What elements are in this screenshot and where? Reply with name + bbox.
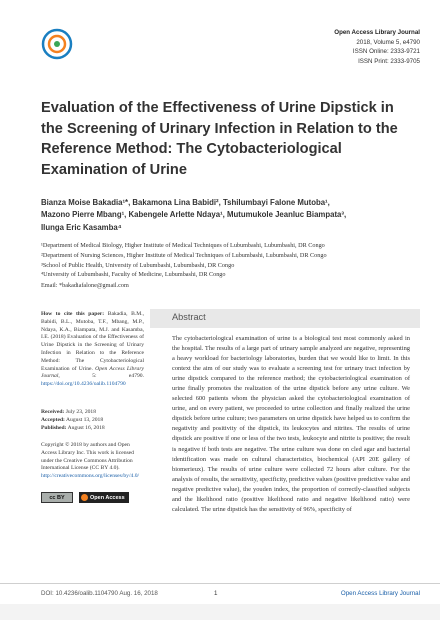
abstract-header <box>150 309 420 328</box>
license-link[interactable]: http://creativecommons.org/licenses/by/4.0/ <box>41 473 140 480</box>
author-line: Mazono Pierre Mbang¹, Kabengele Arlette Ndaya¹, Mutumukole Jeanluc Biampata³, <box>41 210 347 220</box>
license-block <box>41 442 144 481</box>
author-line: Ilunga Eric Kasamba⁴ <box>41 222 122 232</box>
footer-publisher[interactable]: Open Access Library Journal <box>340 590 420 597</box>
bottom-bar <box>0 604 440 620</box>
citation-lead: How to cite this paper: <box>41 311 105 317</box>
page-number: 1 <box>214 590 218 597</box>
affiliation: ¹Department of Medical Biology, Higher Institute of Medical Techniques of Lubumbashi, Lubumbashi, DR Congo <box>41 242 325 249</box>
oalib-logo-icon <box>41 28 73 60</box>
received-date: Received: July 23, 2018 <box>41 409 97 415</box>
issn-online: ISSN Online: 2333-9721 <box>352 48 420 56</box>
affiliation: ²Department of Nursing Sciences, Higher Institute of Medical Techniques of Lubumbashi, Lubumbashi, DR Congo <box>41 251 327 259</box>
cc-by-badge[interactable]: cc BY <box>41 492 73 503</box>
published-date: Published: August 16, 2018 <box>41 424 105 431</box>
citation-journal: Open Access Library Journal, <box>41 365 144 380</box>
badge-row <box>41 492 129 503</box>
citation-volume: 5: e4790. <box>92 373 144 380</box>
affiliation-list <box>41 241 411 280</box>
citation-text: Bakadia, B.M., Babidi, B.L., Mutoba, T.F., Mbang, M.P., Ndaya, K.A., Biampata, M.J. and Kasamba, I.E. (2018) Evaluation of the Effectiveness of Urine Dipstick in the Screening of Urinary Infection in Relation to the Reference Method: The Cytobacteriological Examination of Urine. <box>41 311 144 372</box>
paper-title: Evaluation of the Effectiveness of Urine Dipstick in the Screening of Urinary Infection in Relation to the Reference Method: The Cytobacteriological Examination of Urine <box>41 100 398 178</box>
journal-logo <box>41 28 73 60</box>
accepted-date: Accepted: August 13, 2018 <box>41 416 104 423</box>
issn-print: ISSN Print: 2333-9705 <box>358 57 420 65</box>
open-access-label: Open Access <box>90 494 125 501</box>
journal-name[interactable]: Open Access Library Journal <box>334 29 420 36</box>
abstract-text: The cytobacteriological examination of urine is a biological test most commonly asked in the hospital. The results of a large part of urinary sample analyzed are negative, representing a heavy workload for bacteriology laboratories, burden that we would like to limit. In this context the aim of our study was to evaluate a screening test for urinary tract infection by urine dipstick compared to the reference method; the cytobacteriological examination of urine finally promotes the realization of the urine dipstick before any urine culture. We selected 600 patients whom the physician asked the cytobacteriological examination of urine, and on every patient, we proceeded to urine collection and finally realized the urine dipstick before urine culture; two parameters on urine dipstick have helped us to confirm the negativity and positivity of the dipstick, its leukocytes and nitrites. The results of urine dipstick are positive if one or less of the two tests, leukocyte and nitrite is positive; the result is negative if both tests are negative. The urine culture was done on cled agar and bacterial identification was made on cultural characteristics, biochemical (API 20E gallery of biomerieux). The results of urine culture were collected 72 hours after culture. For the analysis of results, the sensitivity, specificity, predictive values (positive predictive value and negative predictive value), the youden index, the proportion of correctly-classified subjects and the likelihood ratio (positive likelihood ratio and negative likelihood ratio) were calculated. The urine dipstick has the sensitivity of 96%, specificity of <box>172 335 410 513</box>
footer-divider <box>0 583 440 584</box>
open-access-badge[interactable] <box>79 492 129 503</box>
affiliation: ³School of Public Health, University of Lubumbashi, Lubumbashi, DR Congo <box>41 261 235 269</box>
license-text: Copyright © 2018 by authors and Open Access Library Inc. This work is licensed under the Creative Commons Attribution International License (CC BY 4.0). <box>41 442 134 472</box>
abstract-heading: Abstract <box>172 312 206 322</box>
citation-doi-link[interactable]: https://doi.org/10.4236/oalib.1104790 <box>41 381 126 388</box>
citation-block <box>41 311 144 389</box>
journal-volume: 2018, Volume 5, e4790 <box>356 38 420 46</box>
open-access-lock-icon <box>81 494 88 501</box>
dates-block <box>41 409 144 432</box>
journal-info <box>334 28 420 66</box>
corresponding-email[interactable]: Email: *bakadiafalone@gmail.com <box>41 282 129 289</box>
footer-doi[interactable]: DOI: 10.4236/oalib.1104790 Aug. 16, 2018 <box>41 590 158 597</box>
affiliation: ⁴University of Lubumbashi, Faculty of Medicine, Lubumbashi, DR Congo <box>41 271 226 279</box>
author-list <box>41 197 411 234</box>
author-line: Bianza Moise Bakadia¹*, Bakamona Lina Babidi², Tshilumbayi Falone Mutoba¹, <box>41 198 330 207</box>
